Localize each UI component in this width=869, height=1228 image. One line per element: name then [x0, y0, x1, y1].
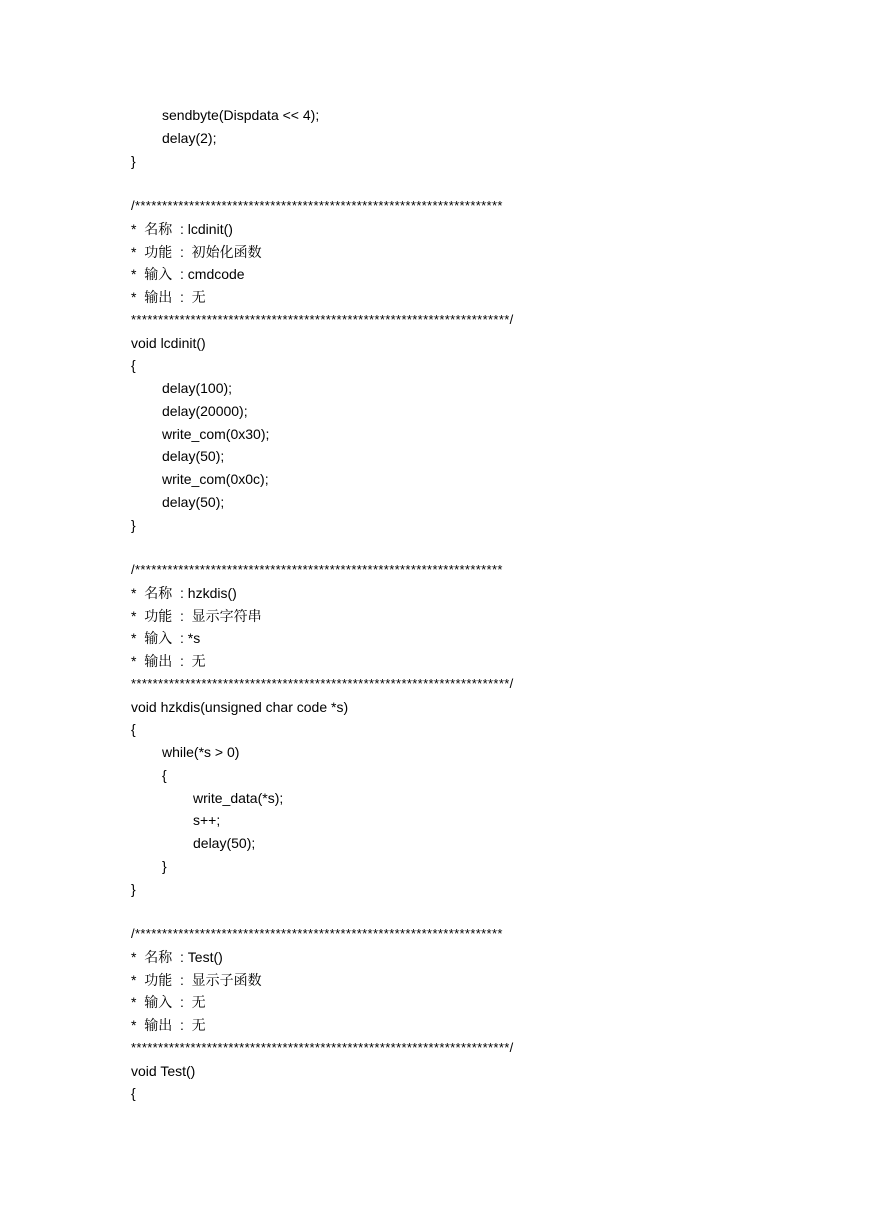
comment-line: * 输入 : *s: [131, 630, 201, 647]
code-line: write_data(*s);: [193, 789, 284, 806]
comment-header-bottom: **********************************************************************/: [131, 311, 514, 327]
code-line: {: [131, 721, 136, 738]
function-signature: void Test(): [131, 1062, 196, 1079]
code-listing: [131, 104, 831, 1105]
comment-header-bottom: **********************************************************************/: [131, 675, 514, 691]
code-line: }: [131, 152, 136, 169]
comment-line: * 名称 : lcdinit(): [131, 220, 233, 237]
code-line: delay(2);: [162, 129, 217, 146]
comment-line: * 输出 : 无: [131, 653, 206, 669]
blank-line: [131, 900, 831, 923]
function-signature: void lcdinit(): [131, 334, 206, 351]
comment-line: * 名称 : hzkdis(): [131, 584, 237, 601]
code-line: s++;: [193, 812, 221, 829]
code-line: }: [131, 880, 136, 897]
comment-header-bottom: **********************************************************************/: [131, 1039, 514, 1055]
code-line: sendbyte(Dispdata << 4);: [162, 107, 320, 123]
comment-line: * 功能 : 显示子函数: [131, 971, 262, 988]
comment-line: * 名称 : Test(): [131, 948, 223, 965]
code-line: write_com(0x0c);: [162, 471, 269, 487]
code-line: while(*s > 0): [162, 744, 240, 760]
code-line: delay(100);: [162, 380, 233, 396]
code-line: {: [131, 357, 136, 374]
comment-line: * 输出 : 无: [131, 1017, 206, 1033]
code-line: delay(20000);: [162, 402, 248, 419]
code-line: delay(50);: [162, 493, 225, 510]
blank-line: [131, 536, 831, 559]
code-line: {: [162, 766, 167, 783]
comment-line: * 功能 : 初始化函数: [131, 243, 262, 260]
comment-line: * 功能 : 显示字符串: [131, 607, 262, 624]
code-line: delay(50);: [193, 835, 256, 851]
comment-line: * 输入 : cmdcode: [131, 266, 245, 283]
code-line: write_com(0x30);: [162, 425, 270, 442]
comment-header-top: /********************************************************************: [131, 926, 503, 941]
blank-line: [131, 172, 831, 195]
comment-header-top: /********************************************************************: [131, 198, 503, 213]
code-line: {: [131, 1085, 136, 1102]
comment-header-top: /********************************************************************: [131, 562, 503, 577]
comment-line: * 输入 : 无: [131, 994, 206, 1011]
code-line: }: [131, 516, 136, 533]
function-signature: void hzkdis(unsigned char code *s): [131, 698, 349, 715]
code-line: }: [162, 857, 167, 874]
code-line: delay(50);: [162, 448, 225, 465]
comment-line: * 输出 : 无: [131, 289, 206, 305]
